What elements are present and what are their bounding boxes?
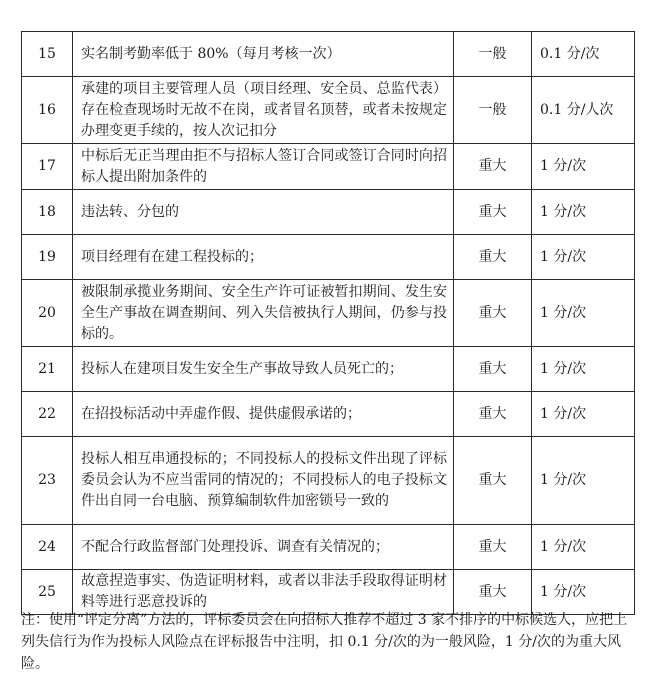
row-deduction: 1 分/次: [532, 190, 635, 235]
row-severity: 重大: [454, 570, 532, 615]
row-description: 不配合行政监督部门处理投诉、调查有关情况的；: [73, 525, 454, 570]
table-row: [22, 570, 635, 615]
row-severity: 重大: [454, 144, 532, 190]
row-deduction: 0.1 分/次: [532, 32, 635, 77]
row-severity: 重大: [454, 190, 532, 235]
row-deduction: 1 分/次: [532, 525, 635, 570]
table-row: [22, 144, 635, 190]
table-row: [22, 347, 635, 392]
row-description: 故意捏造事实、伪造证明材料，或者以非法手段取得证明材料等进行恶意投诉的: [73, 570, 454, 615]
penalty-table: [21, 31, 635, 615]
row-deduction: 1 分/次: [532, 392, 635, 437]
row-severity: 一般: [454, 32, 532, 77]
row-description: 被限制承揽业务期间、安全生产许可证被暂扣期间、发生安全生产事故在调查期间、列入失信被执行人期间，仍参与投标的。: [73, 280, 454, 347]
row-number: 23: [22, 437, 73, 525]
row-deduction: 1 分/次: [532, 280, 635, 347]
table-row: [22, 190, 635, 235]
row-deduction: 1 分/次: [532, 347, 635, 392]
table-row: [22, 77, 635, 144]
row-description: 投标人在建项目发生安全生产事故导致人员死亡的；: [73, 347, 454, 392]
row-deduction: 0.1 分/人次: [532, 77, 635, 144]
row-deduction: 1 分/次: [532, 570, 635, 615]
row-severity: 重大: [454, 280, 532, 347]
row-severity: 重大: [454, 235, 532, 280]
table-row: [22, 392, 635, 437]
table-row: [22, 280, 635, 347]
row-description: 项目经理有在建工程投标的；: [73, 235, 454, 280]
footnote: 注：使用“评定分离”方法的，评标委员会在向招标人推荐不超过 3 家不排序的中标候选人，应把上列失信行为作为投标人风险点在评标报告中注明，扣 0.1 分/次的为一般风险，1 分/次的为重大风险。: [21, 612, 628, 672]
row-severity: 重大: [454, 347, 532, 392]
row-description: 投标人相互串通投标的；不同投标人的投标文件出现了评标委员会认为不应当雷同的情况的；不同投标人的电子投标文件出自同一台电脑、预算编制软件加密锁号一致的: [73, 437, 454, 525]
row-number: 25: [22, 570, 73, 615]
table-row: [22, 235, 635, 280]
row-deduction: 1 分/次: [532, 144, 635, 190]
row-number: 17: [22, 144, 73, 190]
row-number: 20: [22, 280, 73, 347]
row-description: 在招投标活动中弄虚作假、提供虚假承诺的；: [73, 392, 454, 437]
table-row: [22, 525, 635, 570]
row-severity: 重大: [454, 525, 532, 570]
table-row: [22, 437, 635, 525]
row-number: 19: [22, 235, 73, 280]
row-number: 18: [22, 190, 73, 235]
row-number: 15: [22, 32, 73, 77]
row-deduction: 1 分/次: [532, 235, 635, 280]
row-description: 承建的项目主要管理人员（项目经理、安全员、总监代表）存在检查现场时无故不在岗，或者冒名顶替，或者未按规定办理变更手续的，按人次记扣分: [73, 77, 454, 144]
row-description: 中标后无正当理由拒不与招标人签订合同或签订合同时向招标人提出附加条件的: [73, 144, 454, 190]
row-severity: 重大: [454, 437, 532, 525]
row-severity: 一般: [454, 77, 532, 144]
row-description: 违法转、分包的: [73, 190, 454, 235]
table-row: [22, 32, 635, 77]
row-number: 16: [22, 77, 73, 144]
row-description: 实名制考勤率低于 80%（每月考核一次）: [73, 32, 454, 77]
row-deduction: 1 分/次: [532, 437, 635, 525]
row-severity: 重大: [454, 392, 532, 437]
row-number: 21: [22, 347, 73, 392]
row-number: 22: [22, 392, 73, 437]
row-number: 24: [22, 525, 73, 570]
